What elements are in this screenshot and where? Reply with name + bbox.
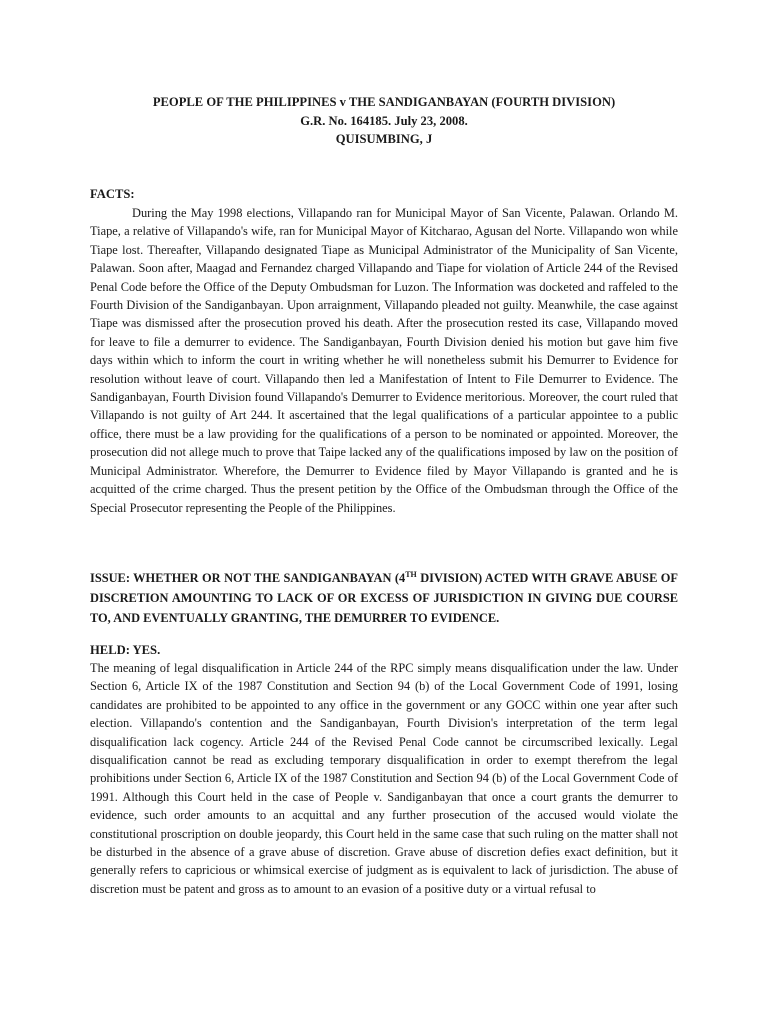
- facts-paragraph: During the May 1998 elections, Villapando ran for Municipal Mayor of San Vicente, Palawan. Orlando M. Tiape, a relative of Villapando's wife, ran for Municipal Mayor of Kitcharao, Agusan del Norte. Villapando won while Tiape lost. Thereafter, Villapando designated Tiape as Municipal Administrator of the Municipality of San Vicente, Palawan. Soon after, Maagad and Fernandez charged Villapando and Tiape for violation of Article 244 of the Revised Penal Code before the Office of the Deputy Ombudsman for Luzon. The Information was docketed and raffeled to the Fourth Division of the Sandiganbayan. Upon arraignment, Villapando pleaded not guilty. Meanwhile, the case against Tiape was dismissed after the prosecution proved his death. After the prosecution rested its case, Villapando moved for leave to file a demurrer to evidence. The Sandiganbayan, Fourth Division denied his motion but gave him five days within which to inform the court in writing whether he will nonetheless submit his Demurrer to Evidence for resolution without leave of court. Villapando then led a Manifestation of Intent to File Demurrer to Evidence. The Sandiganbayan, Fourth Division found Villapando's Demurrer to Evidence meritorious. Moreover, the court ruled that Villapando is not guilty of Art 244. It ascertained that the legal qualifications of a particular appointee to a public office, there must be a law providing for the qualifications of a person to be nominated or appointed. Moreover, the prosecution did not allege much to prove that Taipe lacked any of the qualifications imposed by law on the position of Municipal Administrator. Wherefore, the Demurrer to Evidence filed by Mayor Villapando is granted and he is acquitted of the crime charged. Thus the present petition by the Office of the Ombudsman through the Office of the Special Prosecutor representing the People of the Philippines.: [90, 206, 678, 515]
- held-paragraph: The meaning of legal disqualification in Article 244 of the RPC simply means disqualification under the law. Under Section 6, Article IX of the 1987 Constitution and Section 94 (b) of the Local Government Code of 1991, losing candidates are prohibited to be appointed to any office in the government or any GOCC within one year after such election. Villapando's contention and the Sandiganbayan, Fourth Division's interpretation of the term legal disqualification lack cogency. Article 244 of the Revised Penal Code cannot be circumscribed lexically. Legal disqualification cannot be read as excluding temporary disqualification in order to exempt therefrom the legal prohibitions under Section 6, Article IX of the 1987 Constitution and Section 94 (b) of the Local Government Code of 1991. Although this Court held in the case of People v. Sandiganbayan that once a court grants the demurrer to evidence, such order amounts to an acquittal and any further prosecution of the accused would violate the constitutional proscription on double jeopardy, this Court held in the same case that such ruling on the matter shall not be disturbed in the absence of a grave abuse of discretion. Grave abuse of discretion defies exact definition, but it generally refers to capricious or whimsical exercise of judgment as is equivalent to lack of jurisdiction. The abuse of discretion must be patent and gross as to amount to an evasion of a positive duty or a virtual refusal to: [90, 661, 678, 896]
- case-citation: G.R. No. 164185. July 23, 2008.: [300, 113, 468, 128]
- case-title: PEOPLE OF THE PHILIPPINES v THE SANDIGANBAYAN (FOURTH DIVISION): [152, 95, 616, 109]
- issue-superscript: TH: [405, 570, 417, 579]
- case-header: [0, 93, 768, 149]
- issue-statement: [90, 568, 678, 628]
- held-heading: HELD: YES.: [90, 643, 161, 657]
- facts-heading: FACTS:: [90, 187, 135, 201]
- issue-prefix: ISSUE: WHETHER OR NOT THE SANDIGANBAYAN (4: [90, 571, 406, 585]
- issue-suffix: DIVISION) ACTED WITH GRAVE ABUSE OF DISCRETION AMOUNTING TO LACK OF OR EXCESS OF JURISDICTION IN GIVING DUE COURSE TO, AND EVENTUALLY GRANTING, THE DEMURRER TO EVIDENCE.: [90, 571, 678, 625]
- case-ponente: QUISUMBING, J: [335, 132, 433, 146]
